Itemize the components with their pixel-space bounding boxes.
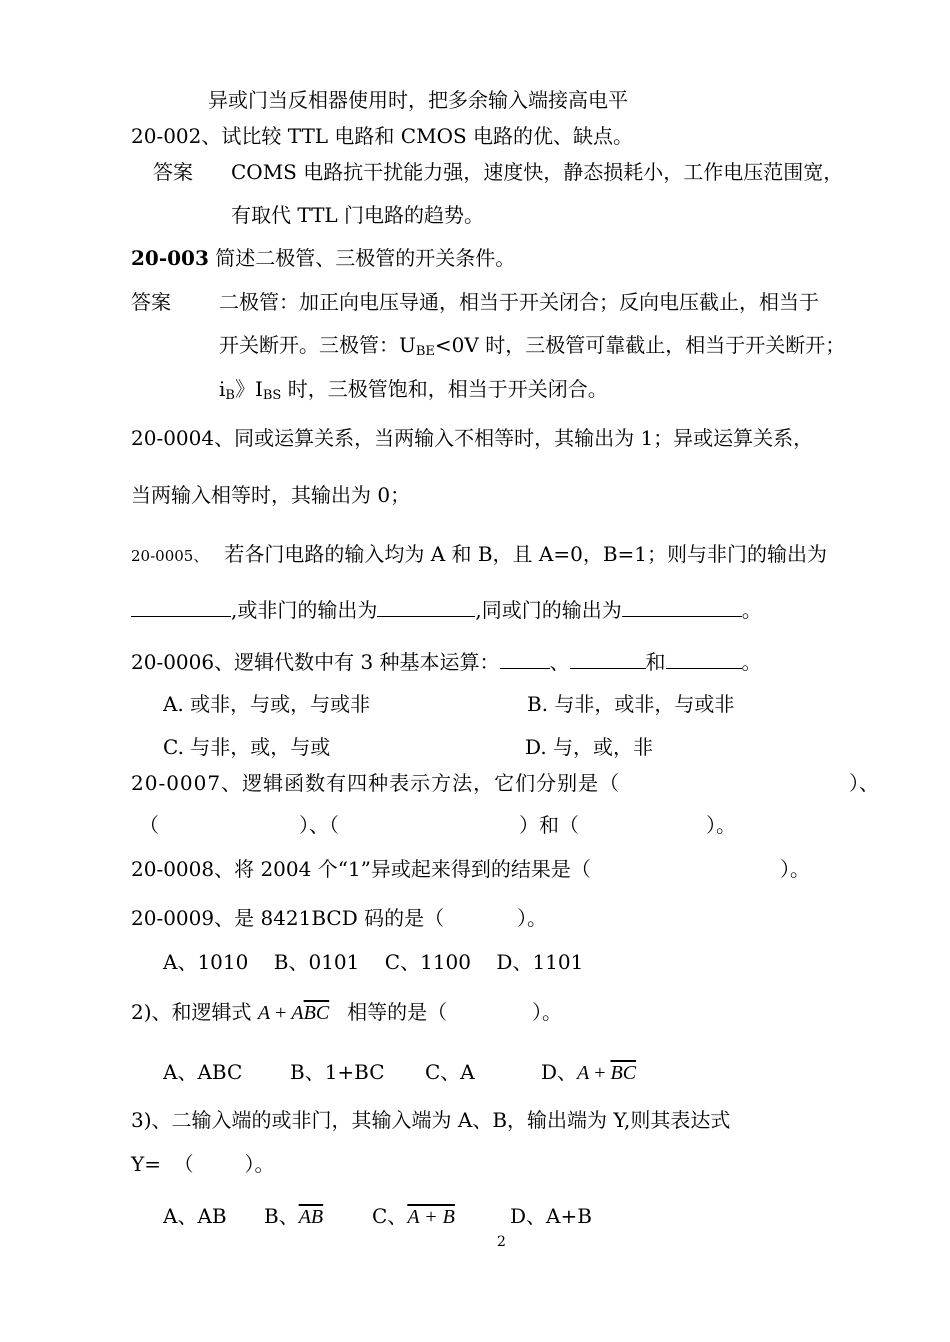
- paren-close: ）。: [532, 1000, 562, 1024]
- question-20-003: [131, 244, 515, 272]
- subscript: BE: [415, 344, 435, 359]
- text-segment: ,或非门的输出为: [231, 598, 378, 622]
- option-a: A. 或非，与或，与或非: [163, 692, 371, 716]
- text-segment: 开关断开。三极管：U: [219, 333, 416, 357]
- answer-blank[interactable]: [131, 598, 231, 617]
- answer-label-20-002: 答案: [153, 160, 193, 184]
- text-segment: 。: [741, 598, 762, 622]
- answer-blank[interactable]: [500, 650, 550, 669]
- answer-label-20-003: 答案: [131, 290, 171, 314]
- option-b: [264, 1202, 323, 1231]
- text-segment: 相等的是（: [347, 1000, 448, 1024]
- answer-blank[interactable]: [622, 598, 742, 617]
- option-c: C. 与非，或，与或: [163, 735, 331, 759]
- question-20-0009-options: A、1010 B、0101 C、1100 D、1101: [163, 950, 584, 974]
- question-3-line1: 3)、二输入端的或非门，其输入端为 A、B，输出端为 Y,则其表达式: [131, 1108, 731, 1132]
- text-segment: 、: [549, 650, 570, 674]
- answer-20-002-line2: 有取代 TTL 门电路的趋势。: [231, 203, 485, 227]
- answer-20-003-line1: 二极管：加正向电压导通，相当于开关闭合；反向电压截止，相当于: [219, 290, 819, 314]
- question-20-0004-line2: 当两输入相等时，其输出为 0；: [131, 483, 411, 507]
- question-number: 20-003: [131, 246, 209, 270]
- text-segment: <0V 时，三极管可靠截止，相当于开关断开；: [434, 333, 846, 357]
- math-var: A: [577, 1062, 590, 1084]
- paren-close: ）。: [706, 813, 736, 837]
- page-number: 2: [497, 1234, 506, 1250]
- question-20-0008: 20-0008、将 2004 个“1”异或起来得到的结果是（: [131, 857, 591, 881]
- question-20-0007-line1: 20-0007、逻辑函数有四种表示方法，它们分别是（: [131, 771, 621, 795]
- option-c: [372, 1202, 455, 1231]
- option-d: [541, 1058, 636, 1087]
- math-var: A: [291, 1002, 304, 1024]
- text-segment: 》I: [234, 377, 263, 401]
- paren-open: （: [139, 813, 159, 837]
- question-2: [131, 998, 447, 1027]
- paren-pair: ）和（: [519, 813, 579, 837]
- subscript: BS: [262, 388, 282, 403]
- math-expression: [258, 1002, 329, 1024]
- text-segment: D、: [541, 1060, 578, 1084]
- answer-blank[interactable]: [666, 650, 742, 669]
- question-20-0006: [131, 648, 762, 676]
- text-segment: 。: [741, 650, 762, 674]
- answer-20-003-line2: [219, 331, 845, 359]
- text-segment: i: [219, 377, 226, 401]
- question-20-0005-line1: [131, 540, 827, 570]
- line-xor-inverter: 异或门当反相器使用时，把多余输入端接高电平: [208, 88, 628, 112]
- math-overline: $\overline{AB}$: [298, 1206, 324, 1228]
- text-segment: 2)、和逻辑式: [131, 1000, 258, 1024]
- option-b: B. 与非，或非，与或非: [527, 692, 735, 716]
- option-b: B、1+BC: [290, 1060, 385, 1084]
- paren-close: ）、: [849, 771, 879, 795]
- question-number: 20-0005、: [131, 547, 209, 565]
- text-segment: 20-0006、逻辑代数中有 3 种基本运算：: [131, 650, 500, 674]
- math-overline: $\overline{BC}$: [610, 1062, 637, 1084]
- question-text: 简述二极管、三极管的开关条件。: [208, 246, 516, 270]
- paren-close: ）。: [780, 857, 810, 881]
- answer-20-003-line3: [219, 375, 608, 403]
- question-3-line2: Y= （ ）。: [131, 1152, 275, 1176]
- text-segment: 时，三极管饱和，相当于开关闭合。: [281, 377, 608, 401]
- math-op: +: [270, 1002, 292, 1024]
- option-d: D、A+B: [510, 1204, 592, 1228]
- paren-close: ）。: [517, 906, 547, 930]
- question-20-0009: 20-0009、是 8421BCD 码的是（: [131, 906, 445, 930]
- question-20-0005-line2: [131, 596, 762, 624]
- text-segment: B、: [264, 1204, 299, 1228]
- paren-pair: ）、（: [299, 813, 339, 837]
- subscript: B: [225, 388, 235, 403]
- text-segment: C、: [372, 1204, 408, 1228]
- question-text: 若各门电路的输入均为 A 和 B，且 A=0，B=1；则与非门的输出为: [224, 542, 828, 566]
- option-a: A、ABC: [163, 1060, 243, 1084]
- answer-blank[interactable]: [377, 598, 475, 617]
- math-overline: A + B: [407, 1206, 455, 1228]
- text-segment: 和: [645, 650, 666, 674]
- option-a: A、AB: [163, 1204, 227, 1228]
- question-20-002: 20-002、试比较 TTL 电路和 CMOS 电路的优、缺点。: [131, 124, 634, 148]
- math-overline: $\overline{BC}$: [303, 1002, 330, 1024]
- math-expression: [577, 1062, 636, 1084]
- option-d: D. 与，或，非: [525, 735, 654, 759]
- option-c: C、A: [425, 1060, 475, 1084]
- question-20-0004-line1: 20-0004、同或运算关系，当两输入不相等时，其输出为 1；异或运算关系，: [131, 426, 814, 450]
- answer-20-002-line1: COMS 电路抗干扰能力强，速度快，静态损耗小，工作电压范围宽，: [231, 160, 844, 184]
- answer-blank[interactable]: [570, 650, 646, 669]
- text-segment: ,同或门的输出为: [475, 598, 622, 622]
- math-op: +: [589, 1062, 611, 1084]
- math-var: A: [257, 1002, 271, 1024]
